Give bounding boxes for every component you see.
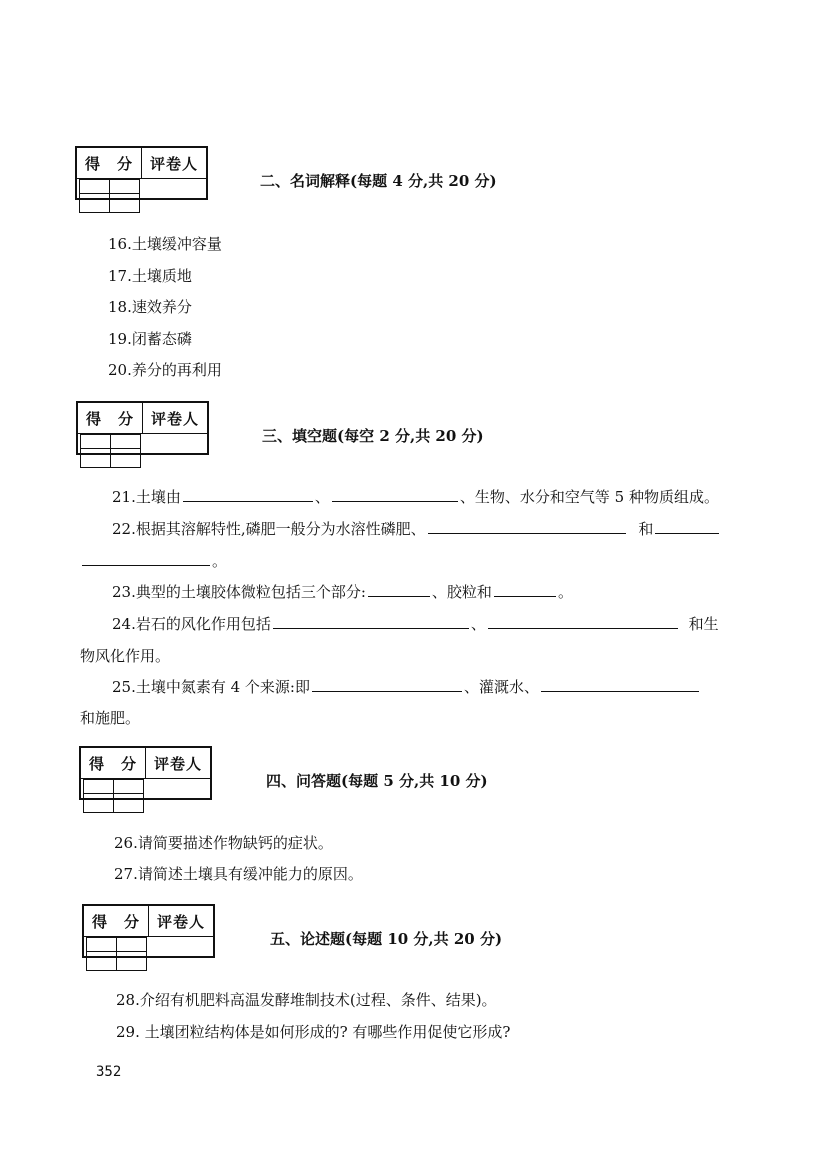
question-23-text-b: 、胶粒和 — [431, 583, 492, 601]
question-23-text-a: 23.典型的土壤胶体微粒包括三个部分: — [112, 583, 366, 601]
score-cell — [80, 180, 110, 213]
question-21-text-c: 、生物、水分和空气等 5 种物质组成。 — [459, 488, 719, 506]
question-19: 19.闭蓄态磷 — [108, 330, 192, 348]
question-21-text-a: 21.土壤由 — [112, 488, 181, 506]
section-4-title: 四、问答题(每题 5 分,共 10 分) — [266, 772, 488, 790]
answer-blank[interactable] — [312, 677, 462, 692]
question-24-cont: 物风化作用。 — [80, 647, 171, 665]
answer-blank[interactable] — [488, 614, 678, 629]
grader-header: 评卷人 — [149, 905, 215, 937]
answer-blank[interactable] — [428, 519, 626, 534]
question-23-text-c: 。 — [557, 583, 573, 601]
question-16: 16.土壤缓冲容量 — [108, 235, 222, 253]
question-26: 26.请简要描述作物缺钙的症状。 — [114, 834, 333, 852]
question-20: 20.养分的再利用 — [108, 361, 222, 379]
section-5-title: 五、论述题(每题 10 分,共 20 分) — [270, 930, 503, 948]
answer-blank[interactable] — [183, 487, 313, 502]
answer-blank[interactable] — [273, 614, 469, 629]
answer-blank[interactable] — [655, 519, 719, 534]
score-box-section-2 — [75, 146, 208, 200]
question-29: 29. 土壤团粒结构体是如何形成的? 有哪些作用促使它形成? — [116, 1023, 511, 1041]
question-22-text-b: 和 — [638, 520, 654, 538]
score-header: 得 分 — [77, 402, 143, 434]
question-22-text-c: 。 — [212, 552, 228, 570]
grader-cell — [116, 938, 146, 971]
question-17: 17.土壤质地 — [108, 267, 192, 285]
score-box-section-3 — [76, 401, 209, 455]
score-header: 得 分 — [76, 147, 142, 179]
grader-cell — [110, 435, 140, 468]
score-box-section-4 — [79, 746, 212, 800]
answer-blank[interactable] — [541, 677, 699, 692]
question-22-cont — [80, 551, 227, 571]
section-2-title: 二、名词解释(每题 4 分,共 20 分) — [260, 172, 497, 190]
grader-header: 评卷人 — [146, 747, 212, 779]
question-21 — [112, 487, 719, 507]
score-header: 得 分 — [80, 747, 146, 779]
question-22-text-a: 22.根据其溶解特性,磷肥一般分为水溶性磷肥、 — [112, 520, 426, 538]
question-25-text-b: 、灌溉水、 — [464, 678, 540, 696]
question-23 — [112, 582, 573, 602]
score-box-section-5 — [82, 904, 215, 958]
grader-header: 评卷人 — [142, 147, 208, 179]
score-header: 得 分 — [83, 905, 149, 937]
question-21-text-b: 、 — [314, 488, 330, 506]
question-18: 18.速效养分 — [108, 298, 192, 316]
question-25 — [112, 677, 701, 697]
question-22 — [112, 519, 721, 539]
question-25-text-a: 25.土壤中氮素有 4 个来源:即 — [112, 678, 310, 696]
answer-blank[interactable] — [368, 582, 430, 597]
answer-blank[interactable] — [332, 487, 458, 502]
question-24-text-a: 24.岩石的风化作用包括 — [112, 615, 271, 633]
grader-cell — [109, 180, 139, 213]
score-cell — [81, 435, 111, 468]
question-24-text-c: 和生 — [688, 615, 719, 633]
question-28: 28.介绍有机肥料高温发酵堆制技术(过程、条件、结果)。 — [116, 991, 497, 1009]
score-cell — [87, 938, 117, 971]
score-cell — [84, 780, 114, 813]
page-number: 352 — [96, 1064, 122, 1080]
section-3-title: 三、填空题(每空 2 分,共 20 分) — [262, 427, 484, 445]
grader-header: 评卷人 — [143, 402, 209, 434]
question-24 — [112, 614, 719, 634]
question-25-cont: 和施肥。 — [80, 709, 141, 727]
question-24-text-b: 、 — [470, 615, 486, 633]
question-27: 27.请简述土壤具有缓冲能力的原因。 — [114, 865, 363, 883]
grader-cell — [113, 780, 143, 813]
answer-blank[interactable] — [494, 582, 556, 597]
answer-blank[interactable] — [82, 551, 210, 566]
